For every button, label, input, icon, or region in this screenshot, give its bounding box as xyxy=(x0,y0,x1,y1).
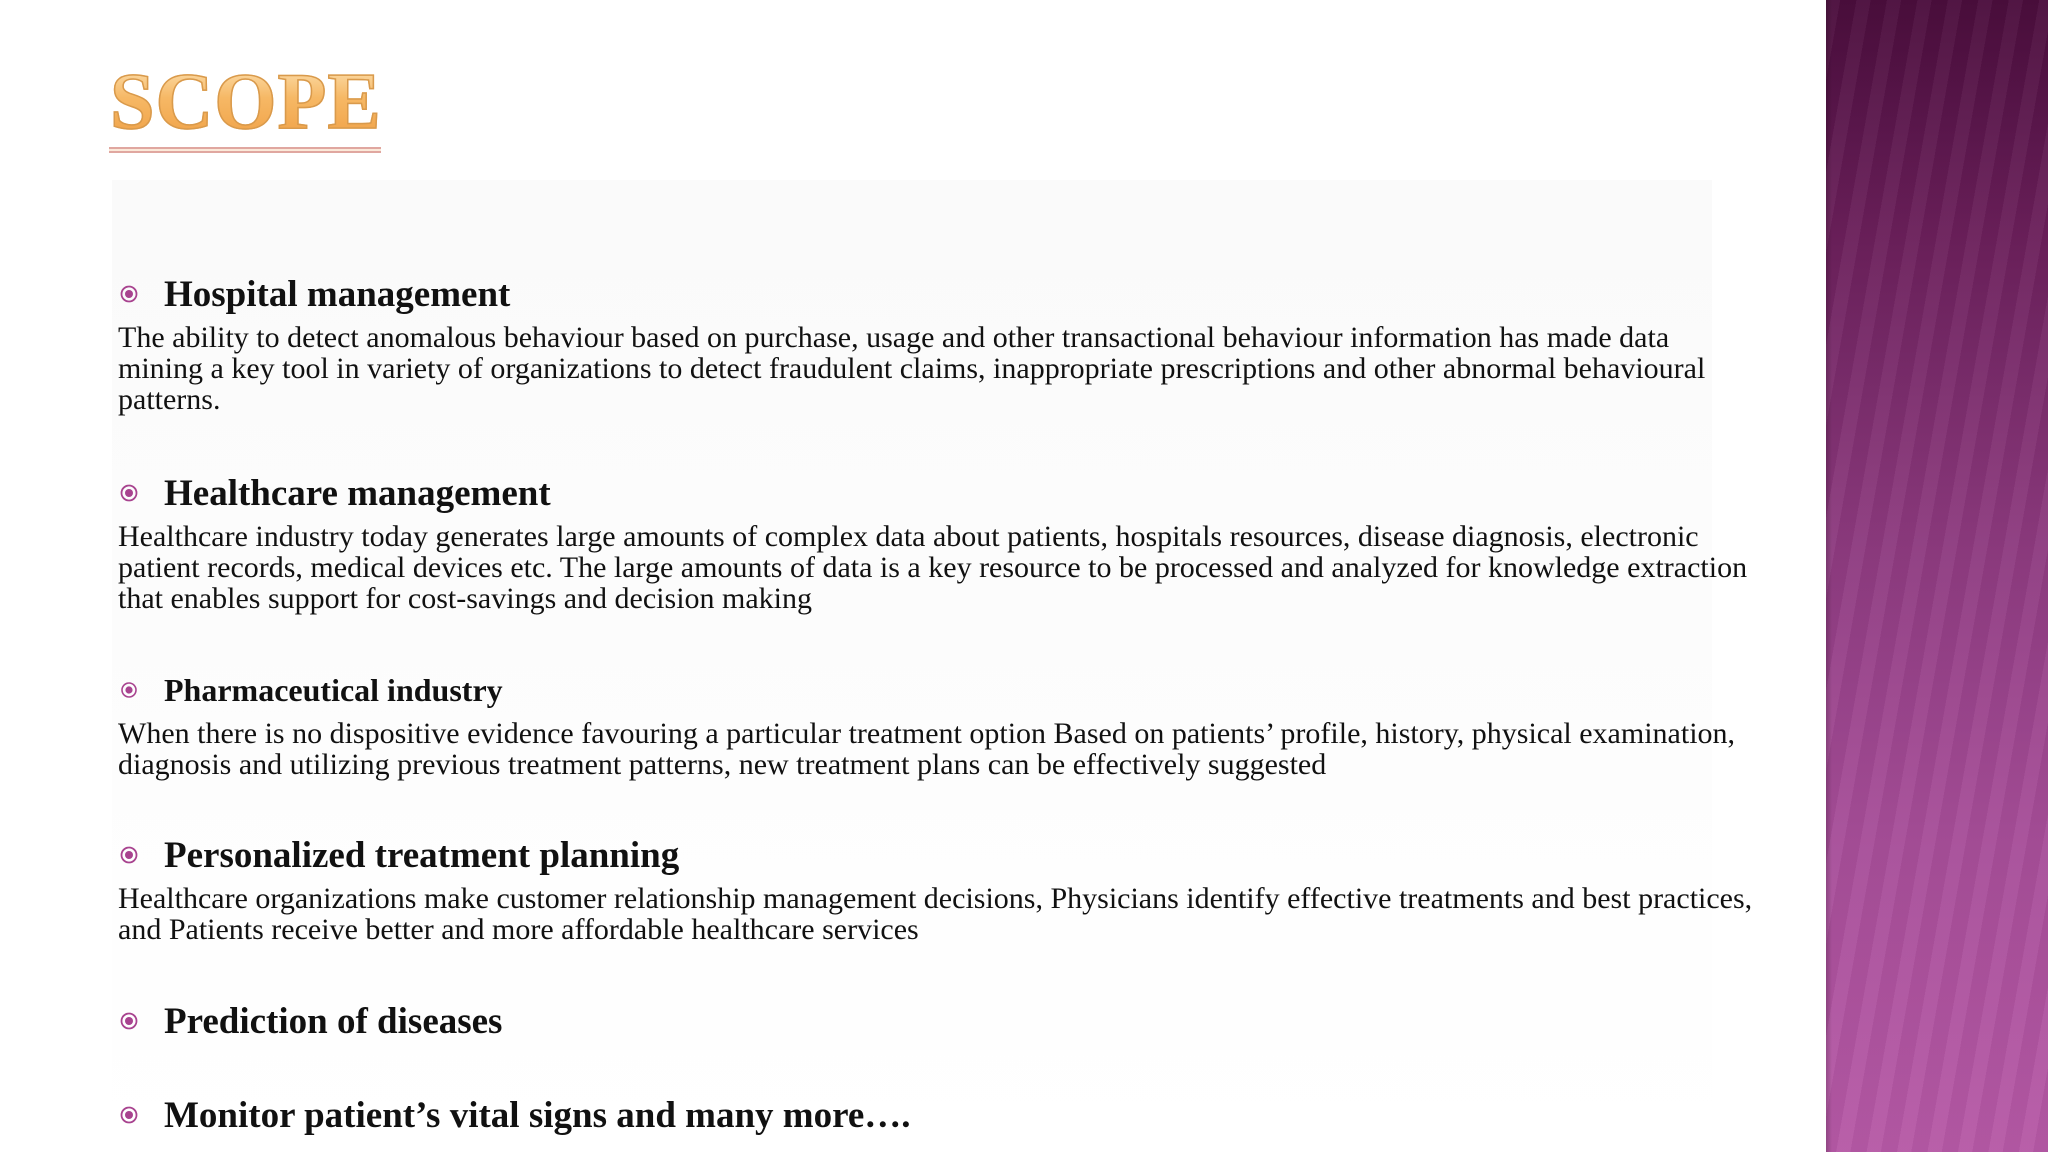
item-heading: Healthcare management xyxy=(164,472,551,514)
circled-dot-bullet-icon xyxy=(120,846,138,864)
scope-item-monitor-vital-signs xyxy=(118,1091,1718,1139)
slide-title: SCOPE xyxy=(110,58,382,146)
item-heading: Monitor patient’s vital signs and many more…. xyxy=(164,1094,911,1136)
circled-dot-bullet-icon xyxy=(120,484,138,502)
item-heading-row xyxy=(118,1091,1718,1139)
item-body: When there is no dispositive evidence favouring a particular treatment option Based on patients’ profile, history, physical examination, diagnosis and utilizing previous treatment patterns, new treatment plans can be effectively suggested xyxy=(118,717,1736,781)
item-body: The ability to detect anomalous behaviour based on purchase, usage and other transactional behaviour information has made data mining a key tool in variety of organizations to detect fraudulent claims, inappropriate prescriptions and other abnormal behavioural patterns. xyxy=(118,321,1706,416)
scope-item-personalized-treatment-planning xyxy=(118,831,1753,946)
scope-item-healthcare-management xyxy=(118,469,1748,615)
circled-dot-bullet-icon xyxy=(120,285,138,303)
circled-dot-bullet-icon xyxy=(120,1012,138,1030)
item-body: Healthcare organizations make customer relationship management decisions, Physicians identify effective treatments and best practices, and Patients receive better and more affordable healthcare services xyxy=(118,882,1753,946)
item-heading-row xyxy=(118,270,1718,318)
title-underline xyxy=(109,147,381,153)
item-heading: Personalized treatment planning xyxy=(164,834,680,876)
item-heading: Hospital management xyxy=(164,273,511,315)
scope-item-hospital-management xyxy=(118,270,1718,415)
scope-item-prediction-of-diseases xyxy=(118,997,1718,1045)
decorative-side-band xyxy=(1826,0,2048,1152)
item-body: Healthcare industry today generates large amounts of complex data about patients, hospitals resources, disease diagnosis, electronic patient records, medical devices etc. The large amounts of data is a key resource to be processed and analyzed for knowledge extraction that enables support for cost-savings and decision making xyxy=(118,520,1748,615)
item-heading: Pharmaceutical industry xyxy=(164,671,503,708)
item-heading-row xyxy=(118,666,1718,714)
item-heading-row xyxy=(118,831,1718,879)
scope-item-pharmaceutical-industry xyxy=(118,666,1736,781)
item-heading-row xyxy=(118,469,1718,517)
item-heading: Prediction of diseases xyxy=(164,1000,503,1042)
circled-dot-bullet-icon xyxy=(120,1106,138,1124)
item-heading-row xyxy=(118,997,1718,1045)
circled-dot-bullet-icon xyxy=(120,681,138,699)
side-band-edge xyxy=(1826,0,1832,1152)
